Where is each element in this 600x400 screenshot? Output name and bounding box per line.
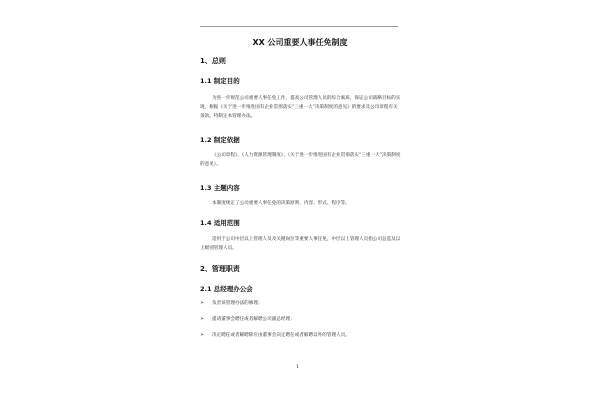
subsection-heading-gm-office: 2.1 总经理办公会	[200, 285, 253, 293]
list-item: ➢ 负责该管理办法的修理；	[200, 300, 263, 306]
subsection-heading-content: 1.3 主题内容	[200, 184, 240, 192]
header-rule	[200, 26, 398, 27]
section-heading-responsibilities: 2、管理职责	[200, 265, 240, 273]
arrow-bullet-icon: ➢	[200, 316, 205, 322]
scope-paragraph: 适用于公司中层以上管理人员及关键岗位等重要人事任免，中层以上管理人员指公司总监及以上级别管理人员。	[200, 237, 401, 251]
document-title: XX 公司重要人事任免制度	[252, 38, 348, 47]
list-item: ➢ 决定聘任或者解聘除应由董事会决定聘任或者解聘以外的管理人员。	[200, 332, 350, 338]
purpose-paragraph: 为进一步规范公司重要人事任免工作，提高公司管理人员的综合素质，保证公司战略目标的实现，根据《关于进一步推进国有企业贯彻落实“三重一大”决策制度的意见》的要求及公司章程有关条款，特制定本管理办法。	[200, 96, 401, 119]
subsection-heading-basis: 1.2 制定依据	[200, 136, 240, 144]
subsection-heading-scope: 1.4 适用范围	[200, 219, 240, 227]
subsection-heading-purpose: 1.1 制定目的	[200, 77, 240, 85]
section-heading-general: 1、总则	[200, 57, 226, 65]
arrow-bullet-icon: ➢	[200, 300, 205, 306]
arrow-bullet-icon: ➢	[200, 332, 205, 338]
content-paragraph: 本制度规定了公司重要人事任免的决策原则、内容、形式、程序等。	[212, 201, 350, 206]
basis-paragraph: 《公司章程》、《人力资源管理制度》、《关于进一步推进国有企业贯彻落实“三重一大”决策制度的意见》。	[200, 153, 401, 167]
page-number: 1	[296, 364, 300, 370]
list-item: ➢ 提请董事会聘任或者解聘公司副总经理；	[200, 316, 295, 322]
